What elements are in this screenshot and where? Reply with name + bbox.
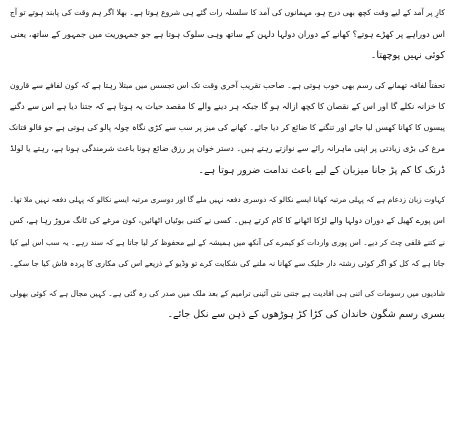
paragraph-4	[5, 283, 445, 326]
text-line: پیسوں کا کھانا کھسں لیا جائے اور تنگنے کا ضائع کر دیا جائے۔ کھانے کی میز پر سب سے کڑی نگاہ چولہ پالو کی ہوتی ہے جو قالو قتانک	[8, 123, 445, 133]
text-line: نے کتنے قلفی چٹ کر دیے۔ اس پوری واردات کو کیمرے کی آنکھ میں ہمیشہ کے لیے محفوظ کر لیا جاتا ہے کہ سند رہے۔ یہ سب اس لیے کیا	[10, 237, 445, 247]
text-line: جاتا ہے کہ کل کو اگر کوئی رشتہ دار خلیک سے کھانا نہ ملنے کی شکایت کرے تو وڈیو کے ذریعے اس کی مکاری کا پردہ فاش کیا جا سکے۔	[9, 259, 445, 269]
text-line: مرغ کی بڑی زیادتی پر اپنی ماہرانہ رائے سے نوازتے رہتے ہیں۔ دستر خوان پر رزق ضائع ہونا باعث شرمندگی ہونا ہے، رہتے یا لولڈ	[10, 144, 445, 154]
text-line: کا خزانہ نکلے گا اور اس کے نقصان کا کچھ ازالہ ہو گا جبکہ ہر دینے والے کا مقصد حیات یہ ہوتا ہے کہ جتنا دیا ہے اس سے دگنے	[9, 100, 445, 111]
text-line: شادیوں میں رسومات کی اتنی ہی افادیت ہے جتنی نئی آئینی ترامیم کے بعد ملک میں صدر کی رہ گئی ہے۔ کہیں مجال ہے کہ کوئی بھولی	[9, 288, 445, 298]
text-line: اس دوراہے پر کھڑے ہوتے؟ کھانے کے دوران دولہا دلہن کے ساتھ وہی سلوک ہوتا ہے جو جمہوریت میں جمہور کے ساتھ، یعنی	[10, 28, 445, 39]
text-line: کوئی نہیں پوچھتا۔	[370, 50, 445, 61]
text-line: ڈرنک کا کم پڑ جانا میزبان کے لیے باعث ندامت ضرور ہوتا ہے۔	[198, 164, 445, 176]
paragraph-2	[5, 75, 445, 181]
text-line: کہاوت زبان زدعام ہے کہ پہلی مرتبہ کھانا ایسے نکالو کہ دوسری دفعہ نہیں ملے گا اور دوسری مرتبہ ایسے نکالو کہ پہلی دفعہ نہیں ملا تھا۔	[9, 194, 445, 204]
paragraph-1	[5, 2, 445, 67]
text-line: بسری رسم شگون خاندان کی کڑا کڑ ہوڑھوں کے ذہن سے نکل جائے۔	[167, 309, 445, 321]
paragraph-3	[5, 189, 445, 275]
text-line: کارِ پر آمد کے لیے وقت کچھ بھی درج ہو، مہمانوں کی آمد کا سلسلہ رات گئے ہی شروع ہوتا ہے۔ بھلا اگر ہم وقت کی پابند ہوتے تو آج	[9, 8, 445, 17]
text-line: اس پورے کھیل کے دوران دولہا والے لڑکا اٹھانے کا کام کرتے ہیں۔ کسی نے کتنی بوٹیاں اٹھائیں، کون مرغے کی ٹانگ مروڑ رہا ہے، کس	[9, 216, 445, 226]
text-line: تحفتاً لفافہ تھمانے کی رسم بھی خوب ہوتی ہے۔ صاحب تقریب آخری وقت تک اس تجسس میں مبتلا رہتا ہے کہ کون لفافے سے قارون	[9, 80, 445, 90]
